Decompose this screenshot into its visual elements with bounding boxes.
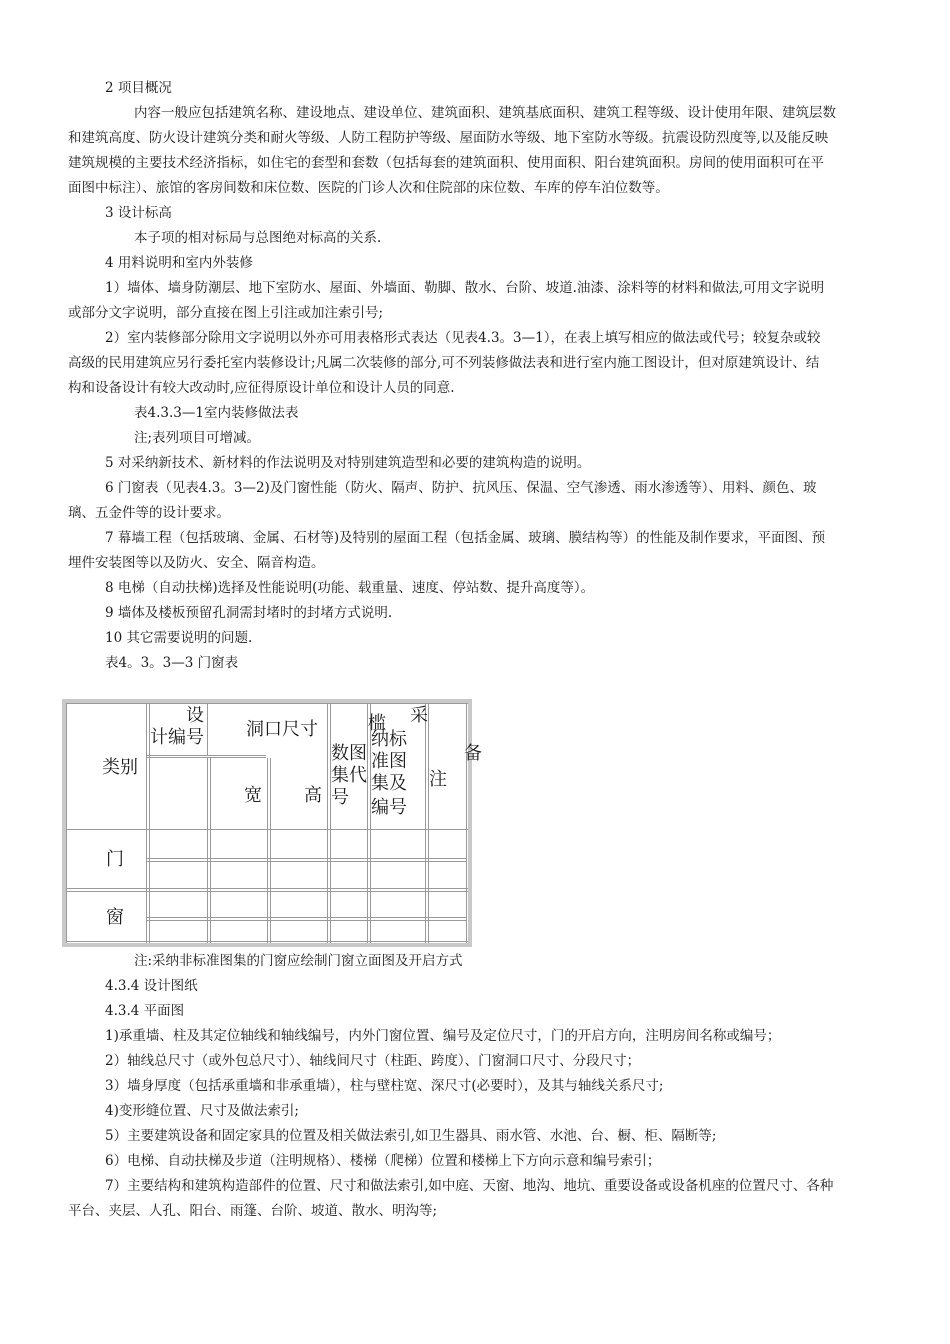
header-sheet-code: 槛 xyxy=(368,713,386,734)
header-design-no: 计编号 xyxy=(150,727,204,748)
plan-item-7-line-1: 7）主要结构和建筑构造部件的位置、尺寸和做法索引,如中庭、天窗、地沟、地坑、重要设备或设备机座的位置尺寸、各种 xyxy=(105,1178,834,1194)
section-8: 8 电梯（自动扶梯)选择及性能说明(功能、载重量、速度、停站数、提升高度等）。 xyxy=(105,580,595,596)
table-rule xyxy=(330,703,331,943)
table-rule xyxy=(146,920,466,921)
table-rule xyxy=(146,917,466,918)
header-standard-atlas: 编号 xyxy=(371,797,407,818)
table-rule xyxy=(207,758,208,943)
table-3-note: 注:采纳非标准图集的门窗应绘制门窗立面图及开启方式 xyxy=(134,953,463,969)
section-7-line-2: 埋件安装图等以及防火、安全、隔音构造。 xyxy=(68,555,325,571)
header-standard-atlas: 准图 xyxy=(371,751,407,772)
plan-item-7-line-2: 平台、夹层、人孔、阳台、雨篷、台阶、坡道、散水、明沟等; xyxy=(68,1203,438,1219)
plan-item-5: 5）主要建筑设备和固定家具的位置及相关做法索引,如卫生器具、雨水管、水池、台、橱、柜、隔断等; xyxy=(105,1128,717,1144)
section-3-title: 3 设计标高 xyxy=(105,205,172,221)
section-4-1-line-2: 或部分文字说明，部分直接在图上引注或加注索引号; xyxy=(68,305,384,321)
header-design-no: 设 xyxy=(186,705,204,726)
section-2-line-3: 建筑规模的主要技术经济指标，如住宅的套型和套数（包括每套的建筑面积、使用面积、阳台建筑面积。房间的使用面积可在平 xyxy=(68,155,824,171)
section-4-2-line-3: 构和设备设计有较大改动时,应征得原设计单位和设计人员的同意. xyxy=(68,380,455,396)
table-rule xyxy=(210,758,211,943)
plan-item-1: 1)承重墙、柱及其定位轴线和轴线编号，内外门窗位置、编号及定位尺寸，门的开启方向，注明房间名称或编号； xyxy=(105,1028,781,1044)
plan-item-4: 4)变形缝位置、尺寸及做法索引; xyxy=(105,1103,299,1119)
table-rule xyxy=(367,703,368,943)
header-opening-size: 洞口尺寸 xyxy=(246,719,318,740)
table-rule xyxy=(327,703,328,943)
header-sheet-code: 号 xyxy=(331,787,349,808)
header-sheet-code: 数图 xyxy=(331,743,367,764)
header-remarks: 备 xyxy=(464,743,482,764)
table-rule xyxy=(146,703,147,943)
row-label-door: 门 xyxy=(106,849,124,870)
table-rule xyxy=(425,703,426,943)
section-2-line-2: 和建筑高度、防火设计建筑分类和耐火等级、人防工程防护等级、屋面防水等级、地下室防水等级。抗震设防烈度等,以及能反映 xyxy=(68,130,829,146)
table-3-caption: 表4。3。3—3 门窗表 xyxy=(105,655,239,671)
table-rule xyxy=(428,703,429,943)
header-standard-atlas: 集及 xyxy=(371,773,407,794)
table-1-note: 注;表列项目可增减。 xyxy=(134,430,261,446)
heading-4-3-4-design-drawings: 4.3.4 设计图纸 xyxy=(105,978,198,994)
section-6-line-2: 璃、五金件等的设计要求。 xyxy=(68,505,230,521)
section-5: 5 对采纳新技术、新材料的作法说明及对特别建筑造型和必要的建筑构造的说明。 xyxy=(105,455,591,471)
section-9: 9 墙体及楼板预留孔洞需封堵时的封堵方式说明. xyxy=(105,605,393,621)
heading-4-3-4-plan: 4.3.4 平面图 xyxy=(105,1003,185,1019)
table-rule xyxy=(146,757,266,758)
table-rule xyxy=(207,703,208,755)
section-6-line-1: 6 门窗表（见表4.3。3—2)及门窗性能（防火、隔声、防护、抗风压、保温、空气渗透、雨水渗透等）、用料、颜色、玻 xyxy=(105,480,817,496)
header-category: 类别 xyxy=(102,757,138,778)
table-rule xyxy=(267,758,268,943)
table-rule xyxy=(146,858,466,859)
header-standard-atlas: 纳标 xyxy=(371,729,407,750)
plan-item-6: 6）电梯、自动扶梯及步道（注明规格）、楼梯（爬梯）位置和楼梯上下方向示意和编号索引； xyxy=(105,1153,661,1169)
section-2-line-1: 内容一般应包括建筑名称、建设地点、建设单位、建筑面积、建筑基底面积、建筑工程等级、设计使用年限、建筑层数 xyxy=(134,105,836,121)
plan-item-3: 3）墙身厚度（包括承重墙和非承重墙），柱与壁柱宽、深尺寸(必要时），及其与轴线关系尺寸; xyxy=(105,1078,664,1094)
section-3-line-1: 本子项的相对标局与总图绝对标高的关系. xyxy=(134,230,382,246)
section-4-2-line-2: 高级的民用建筑应另行委托室内装修设计;凡属二次装修的部分,可不列装修做法表和进行室内施工图设计，但对原建筑设计、结 xyxy=(68,355,820,371)
section-4-title: 4 用料说明和室内外装修 xyxy=(105,255,253,271)
section-2-title: 2 项目概况 xyxy=(105,80,172,96)
plan-item-2: 2）轴线总尺寸（或外包总尺寸）、轴线间尺寸（柱距、跨度）、门窗洞口尺寸、分段尺寸； xyxy=(105,1053,641,1069)
section-7-line-1: 7 幕墙工程（包括玻璃、金属、石材等)及特别的屋面工程（包括金属、玻璃、膜结构等）的性能及制作要求，平面图、预 xyxy=(105,530,826,546)
header-standard-atlas: 采 xyxy=(410,705,428,726)
table-rule xyxy=(146,861,466,862)
header-height: 高 xyxy=(304,785,322,806)
header-remarks: 注 xyxy=(429,769,447,790)
table-rule xyxy=(66,703,67,943)
table-1-caption: 表4.3.3—1室内装修做法表 xyxy=(134,405,299,421)
table-rule xyxy=(270,758,271,943)
door-window-table xyxy=(62,699,482,947)
row-label-window: 窗 xyxy=(106,907,124,928)
section-4-1-line-1: 1）墙体、墙身防潮层、地下室防水、屋面、外墙面、勒脚、散水、台阶、坡道.油漆、涂料等的材料和做法,可用文字说明 xyxy=(105,280,825,296)
section-10: 10 其它需要说明的问题. xyxy=(105,630,253,646)
table-rule xyxy=(66,703,468,704)
header-sheet-code: 集代 xyxy=(331,765,367,786)
header-width: 宽 xyxy=(244,785,262,806)
table-rule xyxy=(466,703,467,943)
section-4-2-line-1: 2）室内装修部分除用文字说明以外亦可用表格形式表达（见表4.3。3—1），在表上填写相应的做法或代号；较复杂或较 xyxy=(105,330,821,346)
section-2-line-4: 面图中标注）、旅馆的客房间数和床位数、医院的门诊人次和住院部的床位数、车库的停车泊位数等。 xyxy=(68,180,669,196)
table-rule xyxy=(146,755,266,756)
